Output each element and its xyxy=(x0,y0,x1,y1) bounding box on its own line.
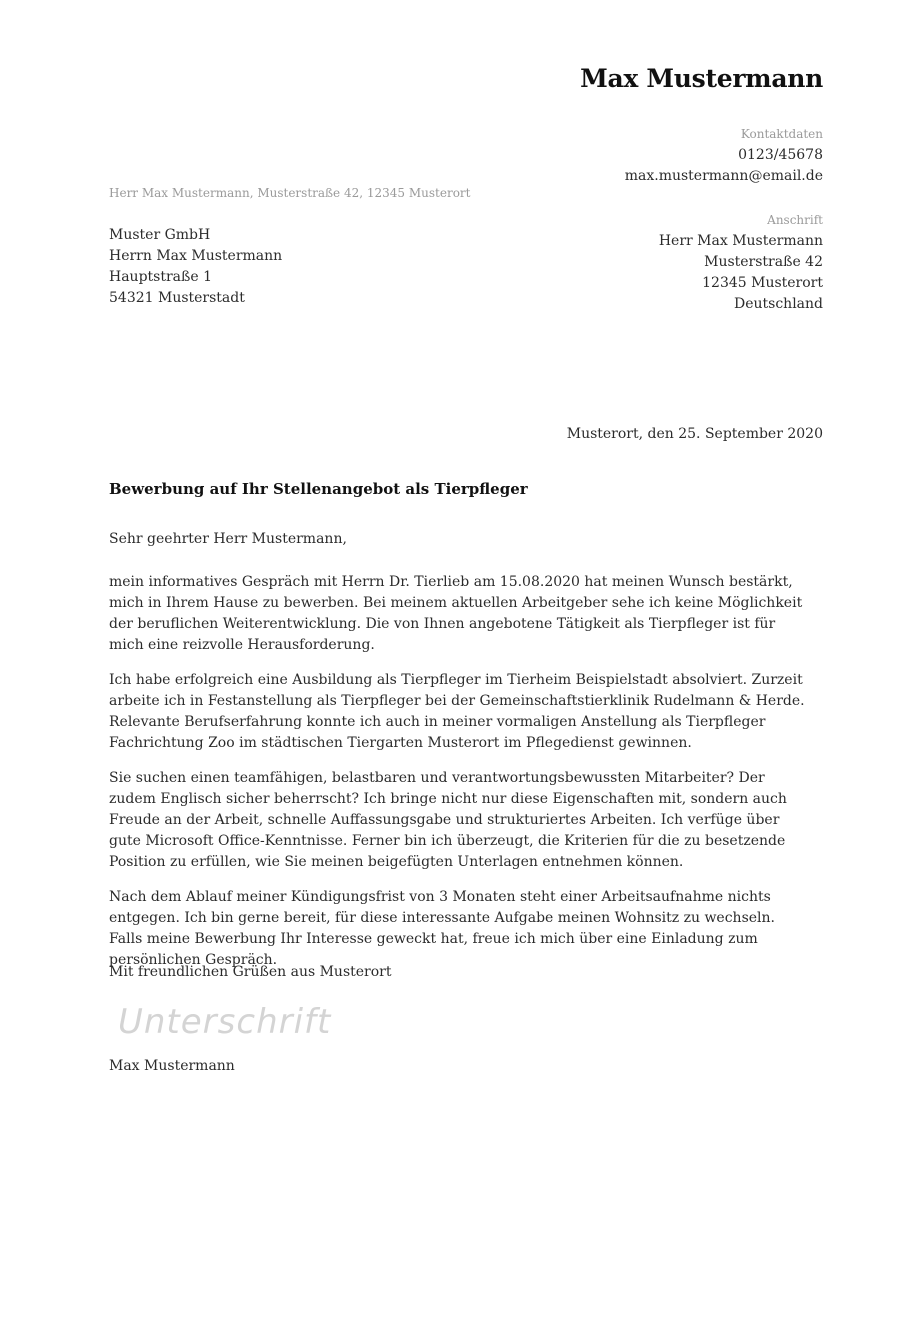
recipient-line: Herrn Max Mustermann xyxy=(109,248,283,264)
salutation: Sehr geehrter Herr Mustermann, xyxy=(109,531,347,547)
closing-phrase: Mit freundlichen Grüßen aus Musterort xyxy=(109,964,392,980)
recipient-line: 54321 Musterstadt xyxy=(109,290,245,306)
recipient-line: Muster GmbH xyxy=(109,227,211,243)
sender-return-line: Herr Max Mustermann, Musterstraße 42, 12345 Musterort xyxy=(109,186,471,200)
sender-address-block xyxy=(659,210,823,315)
address-line: Herr Max Mustermann xyxy=(658,233,823,249)
recipient-line: Hauptstraße 1 xyxy=(109,269,213,285)
body-paragraph: Sie suchen einen teamfähigen, belastbaren und verantwortungsbewussten Mitarbeiter? Der zudem Englisch sicher beherrscht? Ich bringe nicht nur diese Eigenschaften mit, sondern auch Freude an der Arbeit, schnelle Auffassungsgabe und strukturiertes Arbeiten. Ich verfüge über gute Microsoft Office-Kenntnisse. Ferner bin ich überzeugt, die Kriterien für die zu besetzende Position zu erfüllen, wie Sie meinen beigefügten Unterlagen entnehmen können. xyxy=(109,770,787,870)
signer-name: Max Mustermann xyxy=(109,1058,235,1074)
body-paragraph: Nach dem Ablauf meiner Kündigungsfrist von 3 Monaten steht einer Arbeitsaufnahme nichts entgegen. Ich bin gerne bereit, für diese interessante Aufgabe meinen Wohnsitz zu wechseln. Falls meine Bewerbung Ihr Interesse geweckt hat, freue ich mich über eine Einladung zum persönlichen Gespräch. xyxy=(109,889,775,968)
applicant-name: Max Mustermann xyxy=(580,64,823,93)
letter-body xyxy=(109,572,809,985)
address-label: Anschrift xyxy=(767,213,823,227)
body-paragraph: mein informatives Gespräch mit Herrn Dr. Tierlieb am 15.08.2020 hat meinen Wunsch bestärkt, mich in Ihrem Hause zu bewerben. Bei meinem aktuellen Arbeitgeber sehe ich keine Möglichkeit der beruflichen Weiterentwicklung. Die von Ihnen angebotene Tätigkeit als Tierpfleger ist für mich eine reizvolle Herausforderung. xyxy=(109,574,803,653)
address-line: Musterstraße 42 xyxy=(704,254,823,270)
address-line: Deutschland xyxy=(734,296,823,312)
signature-placeholder: Unterschrift xyxy=(118,1002,332,1042)
letter-subject: Bewerbung auf Ihr Stellenangebot als Tierpfleger xyxy=(109,480,528,498)
recipient-address-block xyxy=(109,225,282,309)
address-line: 12345 Musterort xyxy=(702,275,823,291)
contact-phone: 0123/45678 xyxy=(738,147,823,163)
contact-block xyxy=(625,124,823,187)
contact-email: max.mustermann@email.de xyxy=(624,168,823,184)
letter-date: Musterort, den 25. September 2020 xyxy=(566,426,823,442)
body-paragraph: Ich habe erfolgreich eine Ausbildung als Tierpfleger im Tierheim Beispielstadt absolviert. Zurzeit arbeite ich in Festanstellung als Tierpfleger bei der Gemeinschaftstierklinik Rudelmann & Herde. Relevante Berufserfahrung konnte ich auch in meiner vormaligen Anstellung als Tierpfleger Fachrichtung Zoo im städtischen Tiergarten Musterort im Pflegedienst gewinnen. xyxy=(109,672,805,751)
contact-label: Kontaktdaten xyxy=(740,127,823,141)
